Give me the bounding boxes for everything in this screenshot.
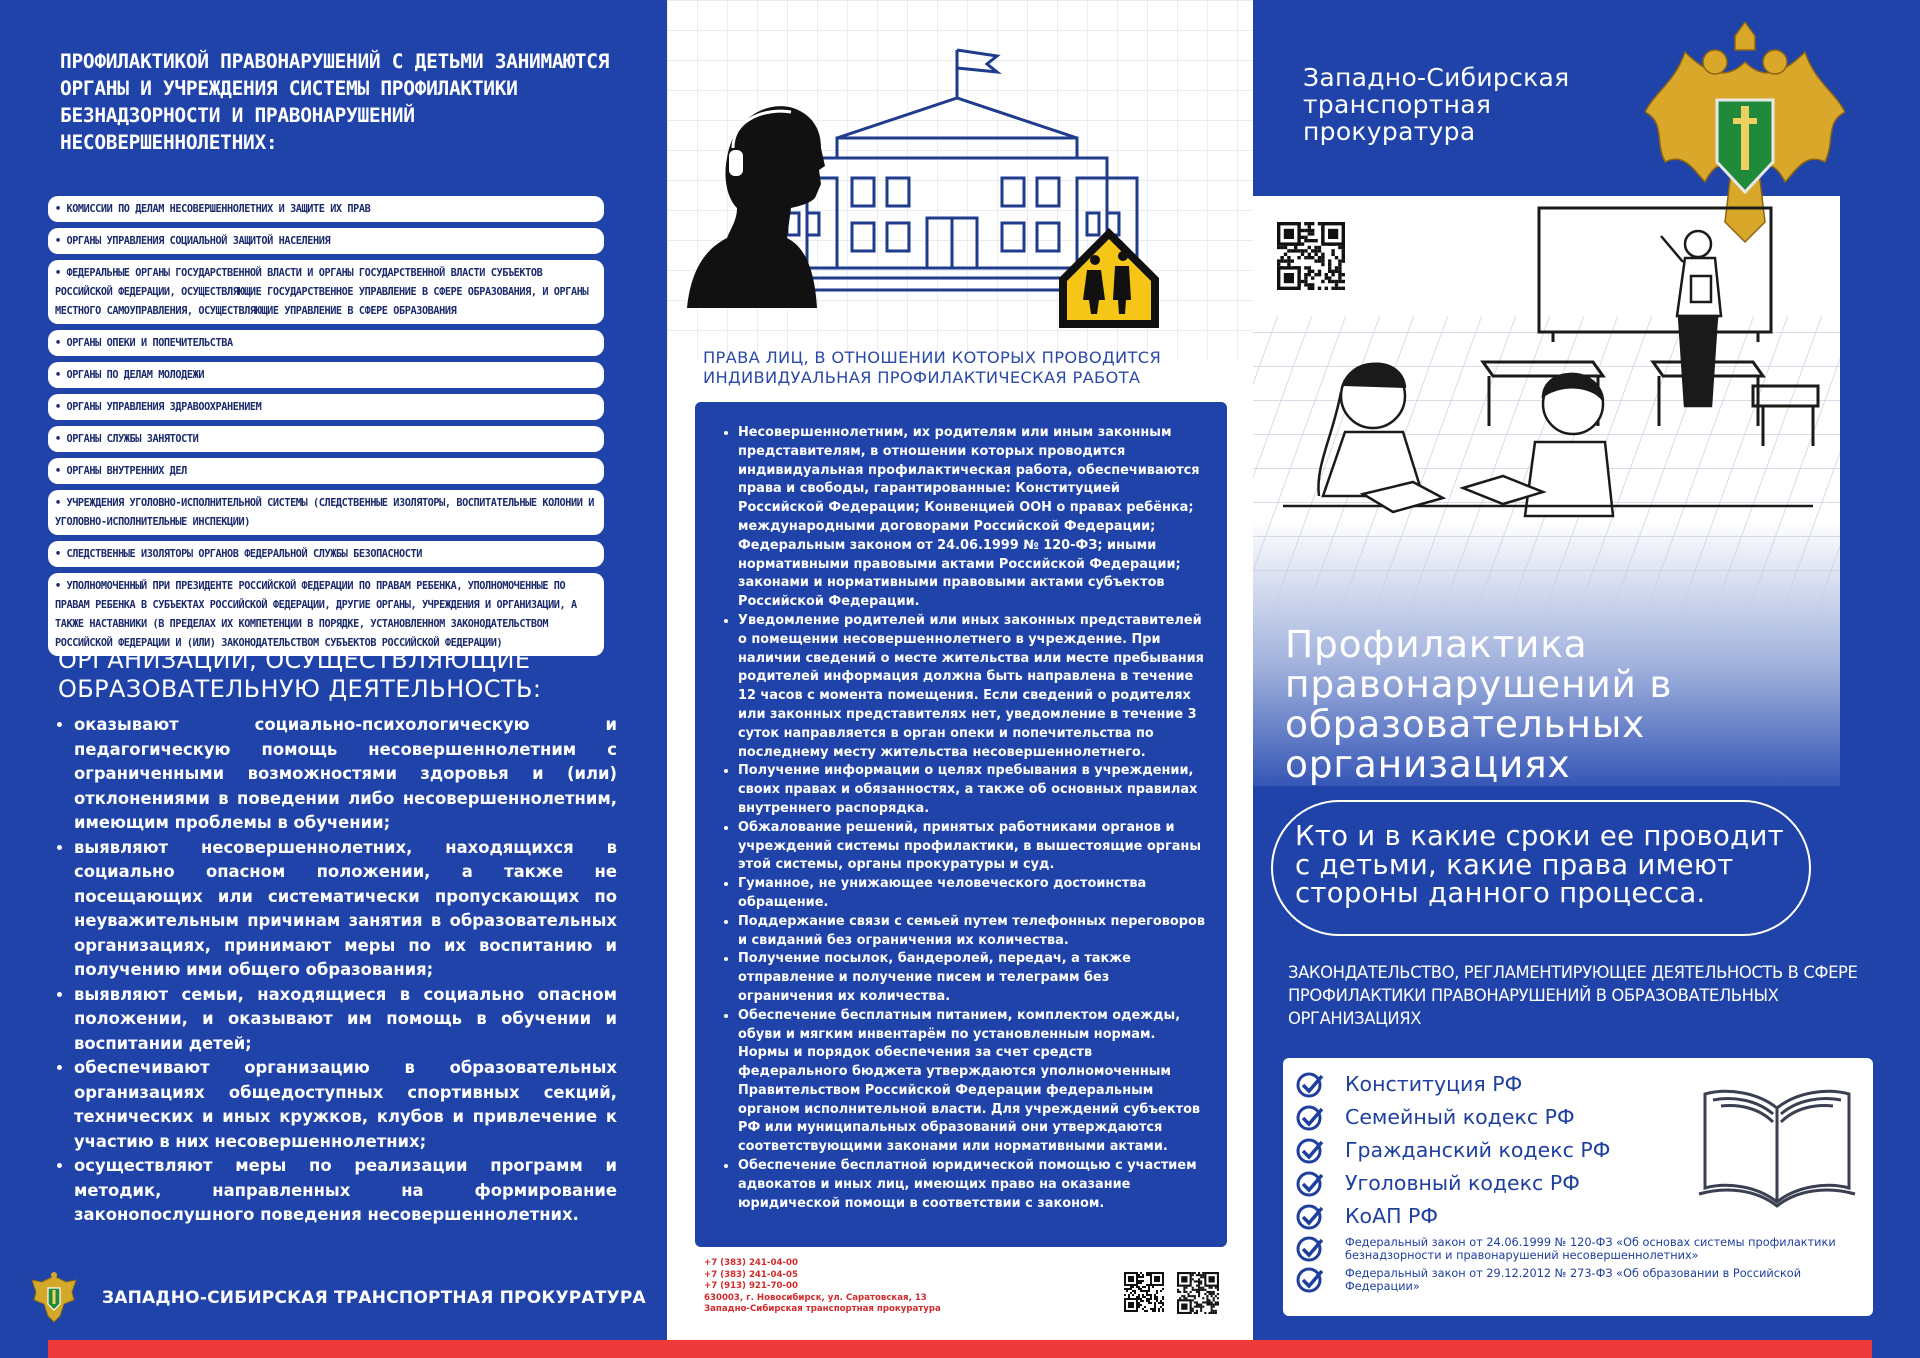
qr-code-icon[interactable] (1177, 1272, 1219, 1314)
federal-law-name: Федеральный закон от 24.06.1999 № 120-ФЗ «Об основах системы профилактики безнадзорности и правонарушений несовершеннолетних» (1345, 1236, 1836, 1262)
prevention-body-item: • ОРГАНЫ УПРАВЛЕНИЯ ЗДРАВООХРАНЕНИЕМ (48, 394, 604, 420)
rights-list (695, 402, 1227, 1213)
prosecutor-office-name: Западно-Сибирская транспортная прокуратура (1303, 63, 1570, 146)
law-name: Конституция РФ (1345, 1072, 1523, 1096)
left-footer (28, 1270, 646, 1326)
prosecutor-emblem-icon (28, 1270, 80, 1326)
educational-org-duty: • выявляют семьи, находящиеся в социально опасном положении, и оказывают им помощь в обучении и воспитании детей; (74, 983, 617, 1057)
qr-code-icon[interactable] (1124, 1272, 1164, 1312)
prevention-body-item: • ОРГАНЫ УПРАВЛЕНИЯ СОЦИАЛЬНОЙ ЗАЩИТОЙ НАСЕЛЕНИЯ (48, 228, 604, 254)
law-name: КоАП РФ (1345, 1204, 1439, 1228)
prevention-bodies-heading: ПРОФИЛАКТИКОЙ ПРАВОНАРУШЕНИЙ С ДЕТЬМИ ЗАНИМАЮТСЯ ОРГАНЫ И УЧРЕЖДЕНИЯ СИСТЕМЫ ПРОФИЛАКТИКИ БЕЗНАДЗОРНОСТИ И ПРАВОНАРУШЕНИЙ НЕСОВЕРШЕННОЛЕТНИХ: (60, 50, 610, 154)
phone-3: +7 (913) 921-70-00 (704, 1281, 798, 1291)
right-item: • Несовершеннолетним, их родителям или иным законным представителям, в отношении которых проводится индивидуальная профилактическая работа, обеспечиваются права и свободы, гарантированные: Конституцией Российской Федерации; Конвенцией ООН о правах ребёнка; международными договорами Российской Федерации; Федеральным законом от 24.06.1999 № 120-ФЗ; иными нормативными правовыми актами Российской Федерации; законами и нормативными правовыми актами субъектов Российской Федерации. (738, 424, 1205, 612)
educational-orgs-heading: ОРГАНИЗАЦИИ, ОСУЩЕСТВЛЯЮЩИЕ ОБРАЗОВАТЕЛЬНУЮ ДЕЯТЕЛЬНОСТЬ: (58, 646, 542, 703)
prevention-body-item: • ОРГАНЫ ПО ДЕЛАМ МОЛОДЕЖИ (48, 362, 604, 388)
right-item: • Уведомление родителей или иных законных представителей о помещении несовершеннолетнего в учреждение. При наличии сведений о месте жительства или месте пребывания родителей информация должна быть направлена в течение 12 часов с момента помещения. Если сведений о родителях или законных представителях нет, уведомление в течение 3 суток направляется в орган опеки и попечительства по последнему месту жительства несовершеннолетнего. (738, 612, 1205, 762)
prevention-body-item: • ОРГАНЫ ОПЕКИ И ПОПЕЧИТЕЛЬСТВА (48, 330, 604, 356)
legislation-box (1283, 1058, 1873, 1316)
prevention-body-item: • ФЕДЕРАЛЬНЫЕ ОРГАНЫ ГОСУДАРСТВЕННОЙ ВЛАСТИ И ОРГАНЫ ГОСУДАРСТВЕННОЙ ВЛАСТИ СУБЪЕКТОВ РОССИЙСКОЙ ФЕДЕРАЦИИ, ОСУЩЕСТВЛЯЮЩИЕ ГОСУДАРСТВЕННОЕ УПРАВЛЕНИЕ В СФЕРЕ ОБРАЗОВАНИЯ, И ОРГАНЫ МЕСТНОГО САМОУПРАВЛЕНИЯ, ОСУЩЕСТВЛЯЮЩИЕ УПРАВЛЕНИЕ В СФЕРЕ ОБРАЗОВАНИЯ (48, 260, 604, 324)
prevention-body-item: • КОМИССИИ ПО ДЕЛАМ НЕСОВЕРШЕННОЛЕТНИХ И ЗАЩИТЕ ИХ ПРАВ (48, 196, 604, 222)
right-item: • Обжалование решений, принятых работниками органов и учреждений системы профилактики, в вышестоящие органы этой системы, органы прокуратуры и суд. (738, 819, 1205, 875)
classroom-illustration (1253, 196, 1840, 626)
law-name: Уголовный кодекс РФ (1345, 1171, 1580, 1195)
contacts (704, 1258, 941, 1316)
school-illustration (687, 38, 1247, 328)
educational-org-duty: • осуществляют меры по реализации программ и методик, направленных на формирование законопослушного поведения несовершеннолетних. (74, 1154, 617, 1228)
prevention-body-item: • УПОЛНОМОЧЕННЫЙ ПРИ ПРЕЗИДЕНТЕ РОССИЙСКОЙ ФЕДЕРАЦИИ ПО ПРАВАМ РЕБЕНКА, УПОЛНОМОЧЕННЫЕ ПО ПРАВАМ РЕБЕНКА В СУБЪЕКТАХ РОССИЙСКОЙ ФЕДЕРАЦИИ, ДРУГИЕ ОРГАНЫ, УЧРЕЖДЕНИЯ И ОРГАНИЗАЦИИ, А ТАКЖЕ НАСТАВНИКИ (В ПРЕДЕЛАХ ИХ КОМПЕТЕНЦИИ В ПОРЯДКЕ, УСТАНОВЛЕННОМ ЗАКОНОДАТЕЛЬСТВОМ РОССИЙСКОЙ ФЕДЕРАЦИИ И (ИЛИ) ЗАКОНОДАТЕЛЬСТВОМ СУБЪЕКТОВ РОССИЙСКОЙ ФЕДЕРАЦИИ) (48, 573, 604, 656)
prevention-body-item: • УЧРЕЖДЕНИЯ УГОЛОВНО-ИСПОЛНИТЕЛЬНОЙ СИСТЕМЫ (СЛЕДСТВЕННЫЕ ИЗОЛЯТОРЫ, ВОСПИТАТЕЛЬНЫЕ КОЛОНИИ И УГОЛОВНО-ИСПОЛНИТЕЛЬНЫЕ ИНСПЕКЦИИ) (48, 490, 604, 535)
law-name: Гражданский кодекс РФ (1345, 1138, 1611, 1162)
check-circle-icon (1295, 1265, 1325, 1295)
phone-2: +7 (383) 241-04-05 (704, 1269, 798, 1280)
brochure-subtitle: Кто и в какие сроки ее проводит с детьми, какие права имеют стороны данного процесса. (1295, 820, 1784, 909)
federal-law-name: Федеральный закон от 29.12.2012 № 273-ФЗ «Об образовании в Российской Федерации» (1345, 1267, 1802, 1293)
right-item: • Гуманное, не унижающее человеческого достоинства обращение. (738, 875, 1205, 913)
law-name: Семейный кодекс РФ (1345, 1105, 1575, 1129)
check-circle-icon (1295, 1169, 1325, 1199)
federal-law-item (1295, 1236, 1855, 1264)
left-panel (0, 0, 667, 1358)
bottom-red-strip (48, 1340, 1872, 1358)
prevention-bodies-list (48, 196, 604, 662)
prevention-body-item: • ОРГАНЫ ВНУТРЕННИХ ДЕЛ (48, 458, 604, 484)
federal-law-item (1295, 1267, 1855, 1295)
check-circle-icon (1295, 1234, 1325, 1264)
educational-org-duty: • оказывают социально-психологическую и педагогическую помощь несовершеннолетним с ограниченными возможностями здоровья и (или) отклонениями в поведении либо несовершеннолетним, имеющим проблемы в обучении; (74, 713, 617, 836)
educational-org-duty: • выявляют несовершеннолетних, находящихся в социально опасном положении, а также не посещающих или систематически пропускающих по неуважительным причинам занятия в образовательных организациях, принимают меры по их воспитанию и получению ими общего образования; (74, 836, 617, 983)
right-item: • Получение информации о целях пребывания в учреждении, своих правах и обязанностях, а также об основных правилах внутреннего распорядка. (738, 762, 1205, 818)
check-circle-icon (1295, 1103, 1325, 1133)
right-item: • Обеспечение бесплатной юридической помощью с участием адвокатов и иных лиц, имеющих право на оказание юридической помощи в соответствии с законом. (738, 1157, 1205, 1213)
phone-1: +7 (383) 241-04-00 (704, 1258, 798, 1268)
brochure-title: Профилактика правонарушений в образовательных организациях (1285, 622, 1673, 786)
open-book-icon (1697, 1082, 1857, 1208)
middle-panel (667, 0, 1253, 1358)
footer-org-name: ЗАПАДНО-СИБИРСКАЯ ТРАНСПОРТНАЯ ПРОКУРАТУРА (102, 1288, 646, 1308)
check-circle-icon (1295, 1070, 1325, 1100)
rights-box (695, 402, 1227, 1247)
right-item: • Обеспечение бесплатным питанием, комплектом одежды, обуви и мягким инвентарём по установленным нормам. Нормы и порядок обеспечения за счет средств федерального бюджета утверждаются уполномоченным Правительством Российской Федерации федеральным органом исполнительной власти. Для учреждений субъектов РФ или муниципальных образований они утверждаются соответствующими законами или нормативными актами. (738, 1007, 1205, 1157)
check-circle-icon (1295, 1136, 1325, 1166)
right-item: • Получение посылок, бандеролей, передач, а также отправление и получение писем и телеграмм без ограничения их количества. (738, 950, 1205, 1006)
prevention-body-item: • СЛЕДСТВЕННЫЕ ИЗОЛЯТОРЫ ОРГАНОВ ФЕДЕРАЛЬНОЙ СЛУЖБЫ БЕЗОПАСНОСТИ (48, 541, 604, 567)
contact-org-name: Западно-Сибирская транспортная прокуратура (704, 1304, 941, 1314)
right-panel (1253, 0, 1920, 1358)
educational-org-duty: • обеспечивают организацию в образовательных организациях общедоступных спортивных секций, технических и иных кружков, клубов и привлечение к участию в них несовершеннолетних; (74, 1056, 617, 1154)
address: 630003, г. Новосибирск, ул. Саратовская, 13 (704, 1292, 927, 1303)
check-circle-icon (1295, 1202, 1325, 1232)
right-item: • Поддержание связи с семьей путем телефонных переговоров и свиданий без ограничения их количества. (738, 913, 1205, 951)
rights-heading: ПРАВА ЛИЦ, В ОТНОШЕНИИ КОТОРЫХ ПРОВОДИТСЯ ИНДИВИДУАЛЬНАЯ ПРОФИЛАКТИЧЕСКАЯ РАБОТА (703, 348, 1162, 387)
prevention-body-item: • ОРГАНЫ СЛУЖБЫ ЗАНЯТОСТИ (48, 426, 604, 452)
legislation-heading: ЗАКОНДАТЕЛЬСТВО, РЕГЛАМЕНТИРУЮЩЕЕ ДЕЯТЕЛЬНОСТЬ В СФЕРЕ ПРОФИЛАКТИКИ ПРАВОНАРУШЕНИЙ В ОБРАЗОВАТЕЛЬНЫХ ОРГАНИЗАЦИЯХ (1288, 963, 1858, 1028)
educational-orgs-list (48, 713, 617, 1228)
